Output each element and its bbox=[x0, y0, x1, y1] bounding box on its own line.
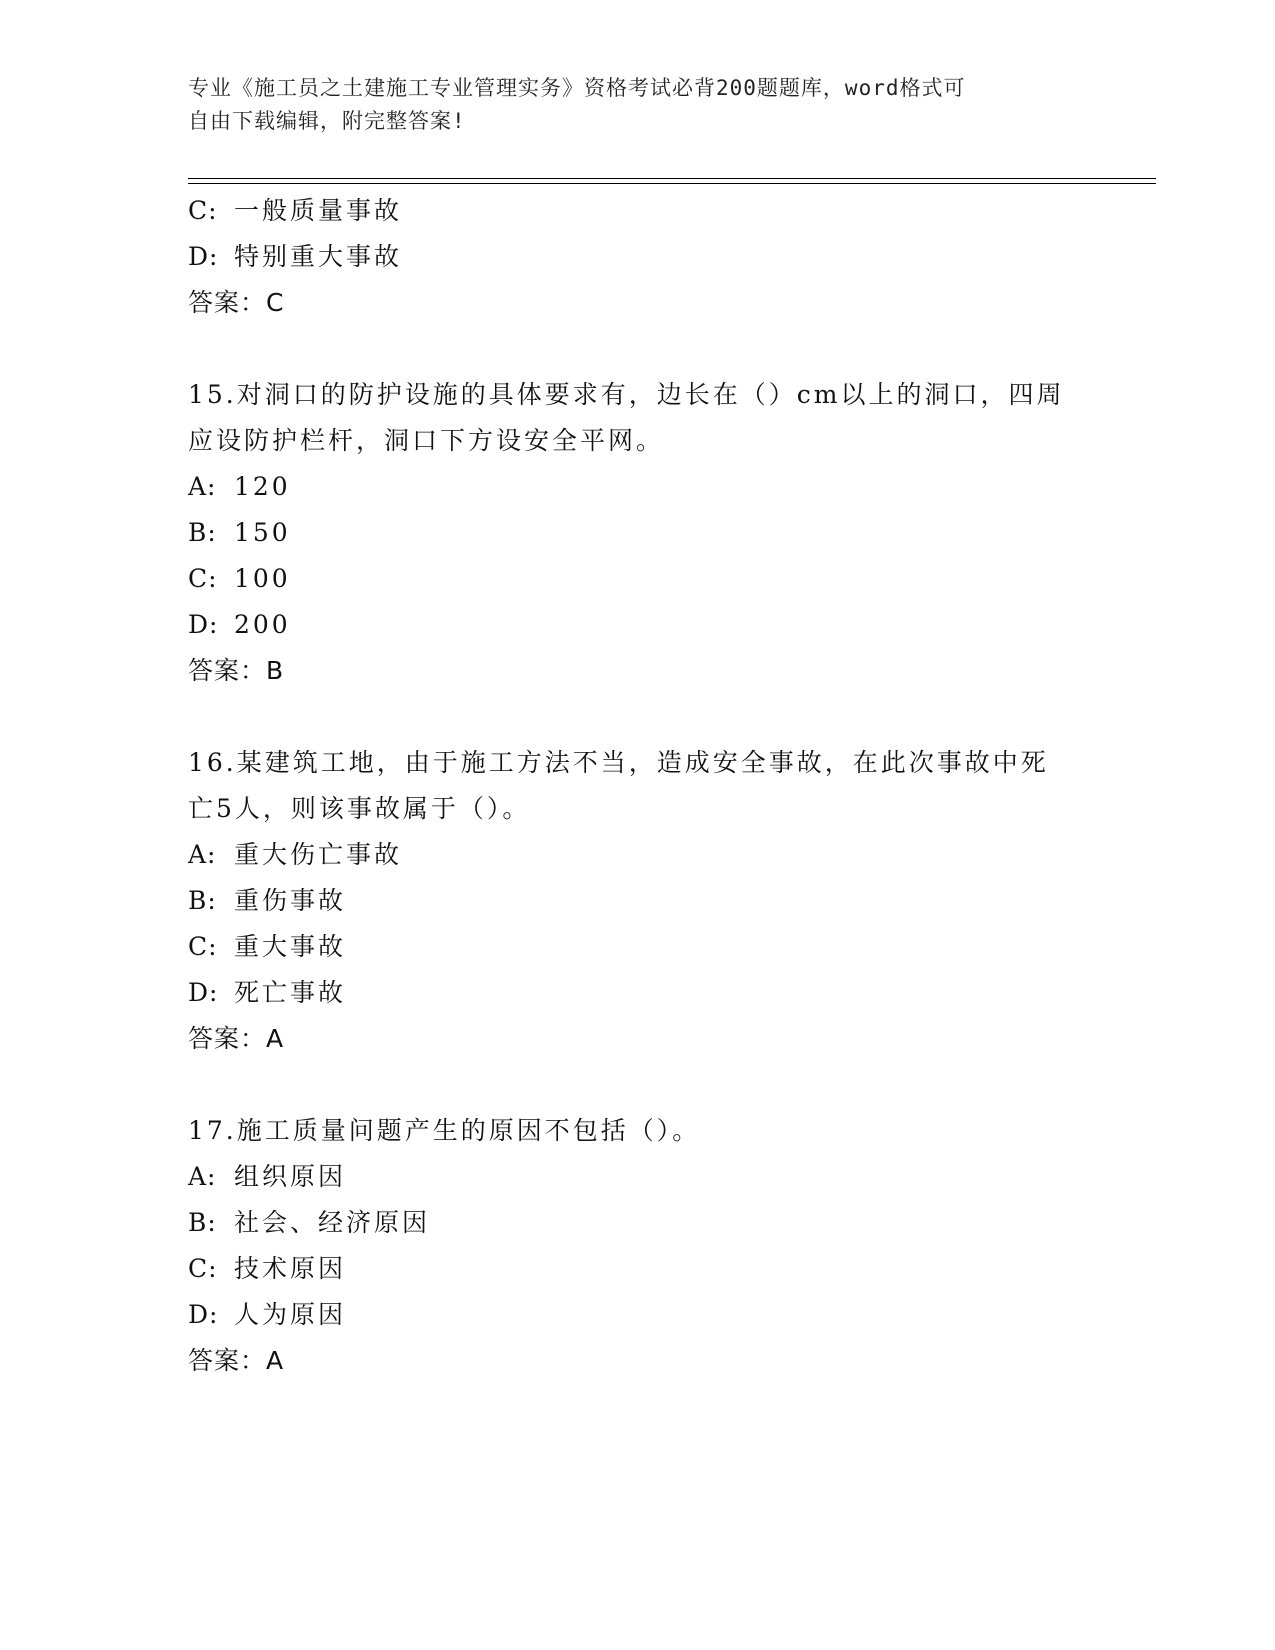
spacer bbox=[188, 326, 1108, 372]
option-text: 120 bbox=[234, 472, 291, 501]
answer-line bbox=[188, 648, 1108, 694]
answer-line bbox=[188, 1338, 1108, 1384]
option-text: 社会、经济原因 bbox=[234, 1208, 431, 1237]
answer-label: 答案： bbox=[188, 288, 267, 317]
option-text: 重大伤亡事故 bbox=[234, 840, 403, 869]
option-text: 100 bbox=[234, 564, 291, 593]
question-text-line-1 bbox=[188, 740, 1088, 786]
option-text: 特别重大事故 bbox=[234, 242, 403, 271]
question-text-line-1 bbox=[188, 372, 1088, 418]
question-number: 16. bbox=[188, 748, 237, 777]
option-d bbox=[188, 970, 1108, 1016]
spacer bbox=[188, 1062, 1108, 1108]
option-text: 组织原因 bbox=[234, 1162, 347, 1191]
spacer bbox=[188, 694, 1108, 740]
option-text: 死亡事故 bbox=[234, 978, 347, 1007]
option-b bbox=[188, 510, 1108, 556]
option-text: 一般质量事故 bbox=[234, 196, 403, 225]
option-key: A: bbox=[188, 840, 217, 869]
header-divider-bottom bbox=[188, 183, 1156, 184]
option-key: C: bbox=[188, 932, 218, 961]
question-text-line-2: 应设防护栏杆，洞口下方设安全平网。 bbox=[188, 426, 665, 455]
option-c bbox=[188, 1246, 1108, 1292]
answer-value: A bbox=[266, 1024, 285, 1053]
answer-label: 答案： bbox=[188, 1346, 267, 1375]
option-text: 重伤事故 bbox=[234, 886, 347, 915]
option-key: D: bbox=[188, 978, 219, 1007]
option-text: 技术原因 bbox=[234, 1254, 347, 1283]
option-key: C: bbox=[188, 1254, 218, 1283]
question-text-line-2: 亡5人，则该事故属于（）。 bbox=[188, 794, 531, 823]
option-c bbox=[188, 188, 1108, 234]
option-key: B: bbox=[188, 1208, 217, 1237]
question-text bbox=[188, 740, 1088, 832]
answer-label: 答案： bbox=[188, 656, 267, 685]
option-d bbox=[188, 1292, 1108, 1338]
option-key: D: bbox=[188, 610, 219, 639]
answer-value: A bbox=[266, 1346, 285, 1375]
option-a bbox=[188, 832, 1108, 878]
answer-line bbox=[188, 280, 1108, 326]
option-d bbox=[188, 602, 1108, 648]
question-list bbox=[188, 188, 1108, 1384]
option-key: D: bbox=[188, 242, 219, 271]
option-b bbox=[188, 1200, 1108, 1246]
option-text: 200 bbox=[234, 610, 291, 639]
question-text-1: 施工质量问题产生的原因不包括（）。 bbox=[236, 1116, 701, 1145]
header-line-1: 专业《施工员之土建施工专业管理实务》资格考试必背200题题库，word格式可 bbox=[188, 76, 966, 100]
option-text: 人为原因 bbox=[234, 1300, 347, 1329]
option-key: C: bbox=[188, 564, 218, 593]
option-key: C: bbox=[188, 196, 218, 225]
answer-line bbox=[188, 1016, 1108, 1062]
option-b bbox=[188, 878, 1108, 924]
answer-value: C bbox=[266, 288, 285, 317]
option-key: D: bbox=[188, 1300, 219, 1329]
option-key: A: bbox=[188, 472, 217, 501]
question-text bbox=[188, 372, 1088, 464]
header-line-2: 自由下载编辑，附完整答案! bbox=[188, 109, 466, 133]
question-17 bbox=[188, 1108, 1108, 1384]
answer-label: 答案： bbox=[188, 1024, 267, 1053]
question-16 bbox=[188, 740, 1108, 1062]
option-d bbox=[188, 234, 1108, 280]
option-c bbox=[188, 924, 1108, 970]
option-text: 150 bbox=[234, 518, 291, 547]
page-header bbox=[188, 72, 1088, 138]
option-a bbox=[188, 1154, 1108, 1200]
header-divider-top bbox=[188, 178, 1156, 179]
question-number: 17. bbox=[188, 1116, 237, 1145]
option-text: 重大事故 bbox=[234, 932, 347, 961]
question-text-1: 对洞口的防护设施的具体要求有，边长在（）cm以上的洞口，四周 bbox=[236, 380, 1065, 409]
option-a bbox=[188, 464, 1108, 510]
question-text-1: 某建筑工地，由于施工方法不当，造成安全事故，在此次事故中死 bbox=[236, 748, 1049, 777]
option-c bbox=[188, 556, 1108, 602]
option-key: A: bbox=[188, 1162, 217, 1191]
question-14-partial bbox=[188, 188, 1108, 326]
question-number: 15. bbox=[188, 380, 237, 409]
answer-value: B bbox=[266, 656, 285, 685]
question-15 bbox=[188, 372, 1108, 694]
option-key: B: bbox=[188, 886, 217, 915]
question-text bbox=[188, 1108, 1088, 1154]
question-text-line-1 bbox=[188, 1108, 1088, 1154]
option-key: B: bbox=[188, 518, 217, 547]
